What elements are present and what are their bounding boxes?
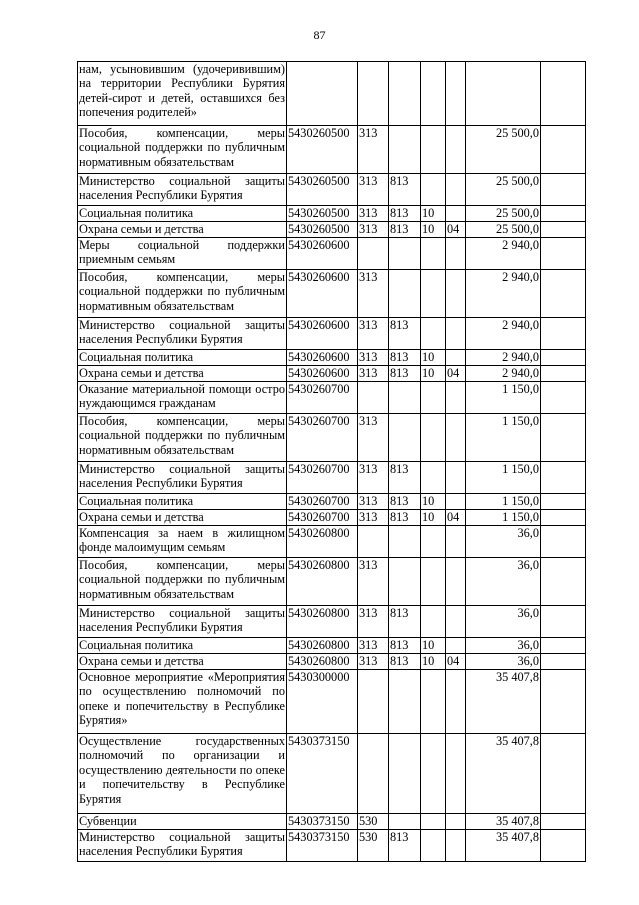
cell-code: 5430373150 <box>287 814 358 830</box>
cell-b <box>389 238 421 270</box>
cell-sum: 2 940,0 <box>466 270 541 318</box>
cell-x <box>541 126 586 174</box>
cell-name: Министерство социальной защиты населения Республики Бурятия <box>78 606 287 638</box>
cell-c: 10 <box>421 206 446 222</box>
cell-name: Охрана семьи и детства <box>78 654 287 670</box>
cell-name: Субвенции <box>78 814 287 830</box>
cell-a <box>358 382 389 414</box>
cell-sum: 25 500,0 <box>466 174 541 206</box>
cell-name: Охрана семьи и детства <box>78 510 287 526</box>
table-row <box>78 830 586 862</box>
cell-code: 5430260800 <box>287 638 358 654</box>
cell-c <box>421 238 446 270</box>
cell-b: 813 <box>389 606 421 638</box>
cell-x <box>541 366 586 382</box>
cell-name: Охрана семьи и детства <box>78 366 287 382</box>
cell-a: 313 <box>358 414 389 462</box>
cell-b: 813 <box>389 510 421 526</box>
cell-b <box>389 126 421 174</box>
cell-name: Компенсация за наем в жилищном фонде малоимущим семьям <box>78 526 287 558</box>
cell-code: 5430260700 <box>287 462 358 494</box>
cell-c <box>421 62 446 126</box>
cell-d <box>446 318 466 350</box>
cell-sum: 36,0 <box>466 526 541 558</box>
cell-c <box>421 318 446 350</box>
cell-sum: 35 407,8 <box>466 734 541 814</box>
cell-x <box>541 62 586 126</box>
table-row <box>78 382 586 414</box>
cell-a: 313 <box>358 318 389 350</box>
cell-x <box>541 654 586 670</box>
cell-code: 5430260800 <box>287 654 358 670</box>
table-row <box>78 510 586 526</box>
cell-d <box>446 814 466 830</box>
cell-d <box>446 270 466 318</box>
cell-code: 5430260500 <box>287 222 358 238</box>
cell-b: 813 <box>389 830 421 862</box>
cell-a <box>358 62 389 126</box>
cell-b <box>389 382 421 414</box>
cell-name: Осуществление государственных полномочий по организации и осуществлению деятельности по опеке и попечительству в Республике Бурятия <box>78 734 287 814</box>
page-number: 87 <box>313 28 326 42</box>
table-row <box>78 494 586 510</box>
cell-x <box>541 270 586 318</box>
cell-c <box>421 414 446 462</box>
cell-name: Меры социальной поддержки приемным семьям <box>78 238 287 270</box>
table-row <box>78 238 586 270</box>
cell-name: Пособия, компенсации, меры социальной поддержки по публичным нормативным обязательствам <box>78 270 287 318</box>
cell-c: 10 <box>421 222 446 238</box>
cell-c <box>421 558 446 606</box>
cell-b: 813 <box>389 318 421 350</box>
cell-x <box>541 830 586 862</box>
cell-c: 10 <box>421 654 446 670</box>
cell-a <box>358 238 389 270</box>
table-row <box>78 126 586 174</box>
cell-b <box>389 558 421 606</box>
cell-d <box>446 670 466 734</box>
cell-a: 313 <box>358 126 389 174</box>
cell-code: 5430260500 <box>287 126 358 174</box>
cell-b <box>389 670 421 734</box>
cell-c <box>421 126 446 174</box>
cell-code: 5430260700 <box>287 414 358 462</box>
cell-sum: 2 940,0 <box>466 366 541 382</box>
cell-c <box>421 670 446 734</box>
table-row <box>78 62 586 126</box>
cell-a: 313 <box>358 350 389 366</box>
cell-code: 5430260700 <box>287 510 358 526</box>
cell-d <box>446 638 466 654</box>
cell-x <box>541 238 586 270</box>
cell-c <box>421 462 446 494</box>
cell-b: 813 <box>389 462 421 494</box>
cell-d <box>446 494 466 510</box>
cell-a: 313 <box>358 222 389 238</box>
cell-b <box>389 62 421 126</box>
cell-code <box>287 62 358 126</box>
cell-name: Министерство социальной защиты населения Республики Бурятия <box>78 830 287 862</box>
cell-sum: 1 150,0 <box>466 510 541 526</box>
cell-d <box>446 382 466 414</box>
cell-name: нам, усыновившим (удочеривившим) на территории Республики Бурятия детей-сирот и детей, оставшихся без попечения родителей» <box>78 62 287 126</box>
cell-x <box>541 526 586 558</box>
cell-sum: 2 940,0 <box>466 318 541 350</box>
table-row <box>78 222 586 238</box>
table-row <box>78 670 586 734</box>
cell-d <box>446 238 466 270</box>
cell-c <box>421 606 446 638</box>
cell-a: 530 <box>358 814 389 830</box>
cell-x <box>541 558 586 606</box>
cell-d: 04 <box>446 366 466 382</box>
cell-c: 10 <box>421 510 446 526</box>
cell-sum: 25 500,0 <box>466 126 541 174</box>
cell-d <box>446 126 466 174</box>
cell-name: Министерство социальной защиты населения Республики Бурятия <box>78 318 287 350</box>
cell-x <box>541 670 586 734</box>
cell-a <box>358 734 389 814</box>
cell-x <box>541 606 586 638</box>
cell-d <box>446 174 466 206</box>
cell-code: 5430260600 <box>287 350 358 366</box>
cell-d <box>446 206 466 222</box>
table-row <box>78 734 586 814</box>
cell-sum <box>466 62 541 126</box>
table-row <box>78 606 586 638</box>
cell-c: 10 <box>421 366 446 382</box>
cell-code: 5430373150 <box>287 734 358 814</box>
cell-d: 04 <box>446 222 466 238</box>
cell-d <box>446 558 466 606</box>
table-row <box>78 558 586 606</box>
cell-code: 5430260600 <box>287 270 358 318</box>
cell-x <box>541 174 586 206</box>
table-row <box>78 814 586 830</box>
table-row <box>78 206 586 222</box>
table-row <box>78 526 586 558</box>
cell-b <box>389 526 421 558</box>
cell-a <box>358 526 389 558</box>
cell-code: 5430260800 <box>287 606 358 638</box>
cell-a <box>358 670 389 734</box>
cell-sum: 36,0 <box>466 558 541 606</box>
cell-a: 530 <box>358 830 389 862</box>
table-row <box>78 174 586 206</box>
cell-a: 313 <box>358 494 389 510</box>
cell-x <box>541 222 586 238</box>
cell-a: 313 <box>358 462 389 494</box>
cell-sum: 35 407,8 <box>466 814 541 830</box>
table-row <box>78 638 586 654</box>
cell-d <box>446 62 466 126</box>
cell-name: Оказание материальной помощи остро нуждающимся гражданам <box>78 382 287 414</box>
cell-x <box>541 318 586 350</box>
cell-b: 813 <box>389 494 421 510</box>
cell-code: 5430260700 <box>287 494 358 510</box>
cell-sum: 25 500,0 <box>466 206 541 222</box>
table-row <box>78 350 586 366</box>
cell-b: 813 <box>389 350 421 366</box>
cell-a: 313 <box>358 558 389 606</box>
cell-x <box>541 206 586 222</box>
cell-c <box>421 174 446 206</box>
cell-b: 813 <box>389 654 421 670</box>
table-row <box>78 414 586 462</box>
cell-b <box>389 814 421 830</box>
table-row <box>78 270 586 318</box>
cell-sum: 35 407,8 <box>466 830 541 862</box>
cell-a: 313 <box>358 270 389 318</box>
cell-x <box>541 734 586 814</box>
cell-code: 5430260500 <box>287 206 358 222</box>
cell-c <box>421 830 446 862</box>
cell-code: 5430260800 <box>287 526 358 558</box>
table-row <box>78 654 586 670</box>
cell-sum: 36,0 <box>466 638 541 654</box>
cell-x <box>541 382 586 414</box>
cell-name: Охрана семьи и детства <box>78 222 287 238</box>
cell-sum: 1 150,0 <box>466 494 541 510</box>
cell-x <box>541 350 586 366</box>
cell-name: Министерство социальной защиты населения Республики Бурятия <box>78 174 287 206</box>
cell-c: 10 <box>421 494 446 510</box>
cell-name: Пособия, компенсации, меры социальной поддержки по публичным нормативным обязательствам <box>78 414 287 462</box>
cell-b <box>389 270 421 318</box>
cell-c: 10 <box>421 638 446 654</box>
cell-sum: 1 150,0 <box>466 414 541 462</box>
cell-b <box>389 414 421 462</box>
cell-a: 313 <box>358 654 389 670</box>
cell-sum: 36,0 <box>466 606 541 638</box>
cell-code: 5430260700 <box>287 382 358 414</box>
cell-sum: 1 150,0 <box>466 462 541 494</box>
cell-code: 5430260600 <box>287 366 358 382</box>
cell-c <box>421 526 446 558</box>
cell-d <box>446 734 466 814</box>
cell-code: 5430373150 <box>287 830 358 862</box>
cell-name: Основное мероприятие «Мероприятия по осуществлению полномочий по опеке и попечительству в Республике Бурятия» <box>78 670 287 734</box>
cell-c <box>421 382 446 414</box>
cell-name: Социальная политика <box>78 638 287 654</box>
cell-sum: 36,0 <box>466 654 541 670</box>
cell-d <box>446 526 466 558</box>
cell-a: 313 <box>358 638 389 654</box>
cell-code: 5430260500 <box>287 174 358 206</box>
cell-name: Социальная политика <box>78 350 287 366</box>
cell-name: Социальная политика <box>78 494 287 510</box>
cell-x <box>541 462 586 494</box>
cell-name: Пособия, компенсации, меры социальной поддержки по публичным нормативным обязательствам <box>78 126 287 174</box>
cell-a: 313 <box>358 206 389 222</box>
cell-d <box>446 414 466 462</box>
cell-c <box>421 270 446 318</box>
cell-a: 313 <box>358 606 389 638</box>
budget-table <box>77 61 586 862</box>
cell-x <box>541 494 586 510</box>
cell-code: 5430260600 <box>287 318 358 350</box>
cell-d <box>446 462 466 494</box>
cell-name: Министерство социальной защиты населения Республики Бурятия <box>78 462 287 494</box>
cell-b: 813 <box>389 366 421 382</box>
cell-d <box>446 350 466 366</box>
cell-a: 313 <box>358 366 389 382</box>
cell-sum: 2 940,0 <box>466 350 541 366</box>
cell-c: 10 <box>421 350 446 366</box>
cell-x <box>541 814 586 830</box>
cell-code: 5430260600 <box>287 238 358 270</box>
cell-a: 313 <box>358 510 389 526</box>
cell-d: 04 <box>446 654 466 670</box>
cell-x <box>541 510 586 526</box>
cell-code: 5430300000 <box>287 670 358 734</box>
cell-name: Социальная политика <box>78 206 287 222</box>
cell-b: 813 <box>389 174 421 206</box>
table-row <box>78 366 586 382</box>
cell-sum: 35 407,8 <box>466 670 541 734</box>
table-row <box>78 318 586 350</box>
cell-b <box>389 734 421 814</box>
cell-sum: 25 500,0 <box>466 222 541 238</box>
cell-c <box>421 814 446 830</box>
cell-a: 313 <box>358 174 389 206</box>
cell-x <box>541 638 586 654</box>
cell-code: 5430260800 <box>287 558 358 606</box>
cell-d <box>446 830 466 862</box>
table-row <box>78 462 586 494</box>
cell-sum: 1 150,0 <box>466 382 541 414</box>
cell-b: 813 <box>389 638 421 654</box>
cell-b: 813 <box>389 222 421 238</box>
cell-x <box>541 414 586 462</box>
cell-d <box>446 606 466 638</box>
cell-d: 04 <box>446 510 466 526</box>
cell-b: 813 <box>389 206 421 222</box>
cell-sum: 2 940,0 <box>466 238 541 270</box>
cell-c <box>421 734 446 814</box>
cell-name: Пособия, компенсации, меры социальной поддержки по публичным нормативным обязательствам <box>78 558 287 606</box>
